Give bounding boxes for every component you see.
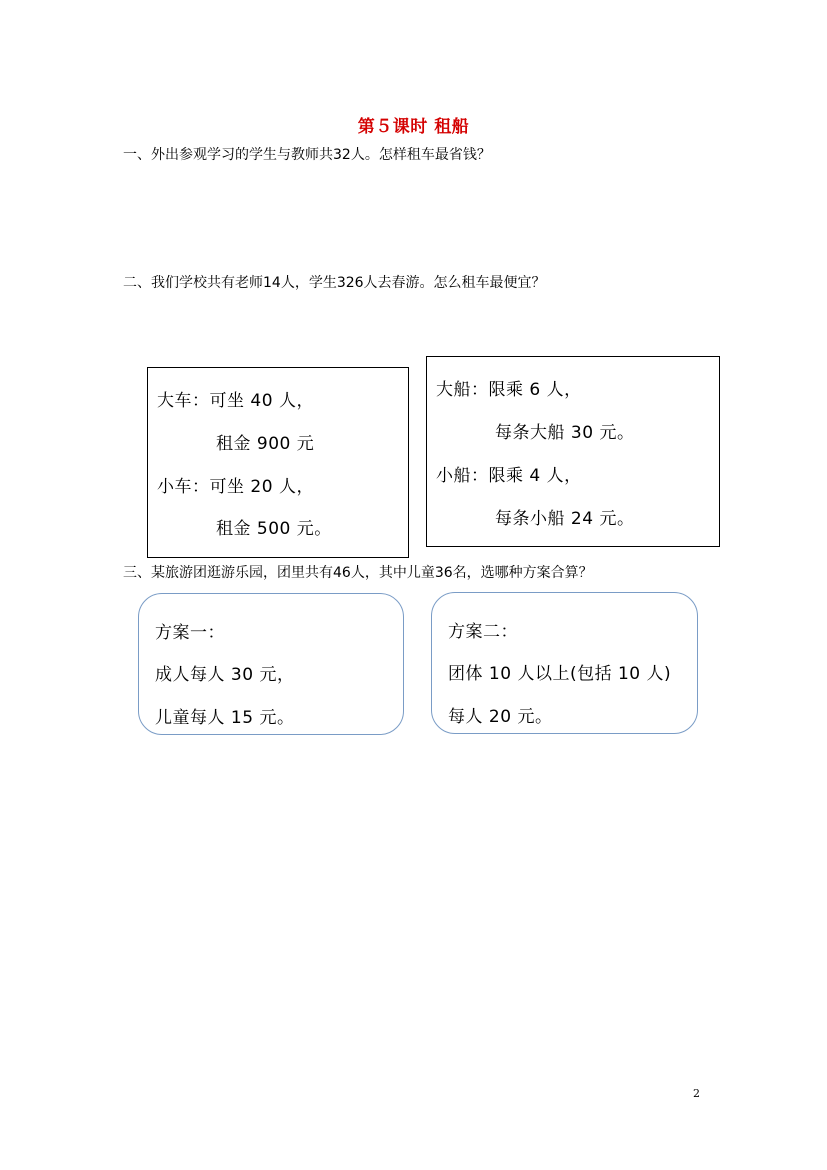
page-number: 2	[693, 1087, 700, 1100]
plan-two-title: 方案二：	[448, 622, 518, 642]
small-boat-capacity: 小船：限乘 4 人，	[436, 466, 582, 486]
boat-rental-box	[426, 356, 720, 547]
plan-two-group-condition: 团体 10 人以上(包括 10 人)	[448, 664, 672, 684]
plan-one-box	[138, 593, 404, 735]
plan-two-box	[431, 592, 698, 734]
car-rental-box	[147, 367, 409, 558]
big-car-price: 租金 900 元	[216, 434, 315, 454]
plan-one-adult-price: 成人每人 30 元，	[155, 665, 295, 685]
question-2: 二、我们学校共有老师14人，学生326人去春游。怎么租车最便宜？	[123, 275, 546, 291]
question-3: 三、某旅游团逛游乐园，团里共有46人，其中儿童36名，选哪种方案合算？	[123, 565, 593, 581]
plan-one-child-price: 儿童每人 15 元。	[155, 708, 295, 728]
question-1: 一、外出参观学习的学生与教师共32人。怎样租车最省钱？	[123, 147, 491, 163]
big-boat-capacity: 大船：限乘 6 人，	[436, 380, 582, 400]
small-car-capacity: 小车：可坐 20 人，	[157, 477, 314, 497]
small-boat-price: 每条小船 24 元。	[495, 509, 635, 529]
plan-one-title: 方案一：	[155, 623, 225, 643]
big-car-capacity: 大车：可坐 40 人，	[157, 391, 314, 411]
small-car-price: 租金 500 元。	[216, 519, 332, 539]
big-boat-price: 每条大船 30 元。	[495, 423, 635, 443]
page-title: 第５课时 租船	[357, 117, 470, 137]
plan-two-price: 每人 20 元。	[448, 707, 553, 727]
